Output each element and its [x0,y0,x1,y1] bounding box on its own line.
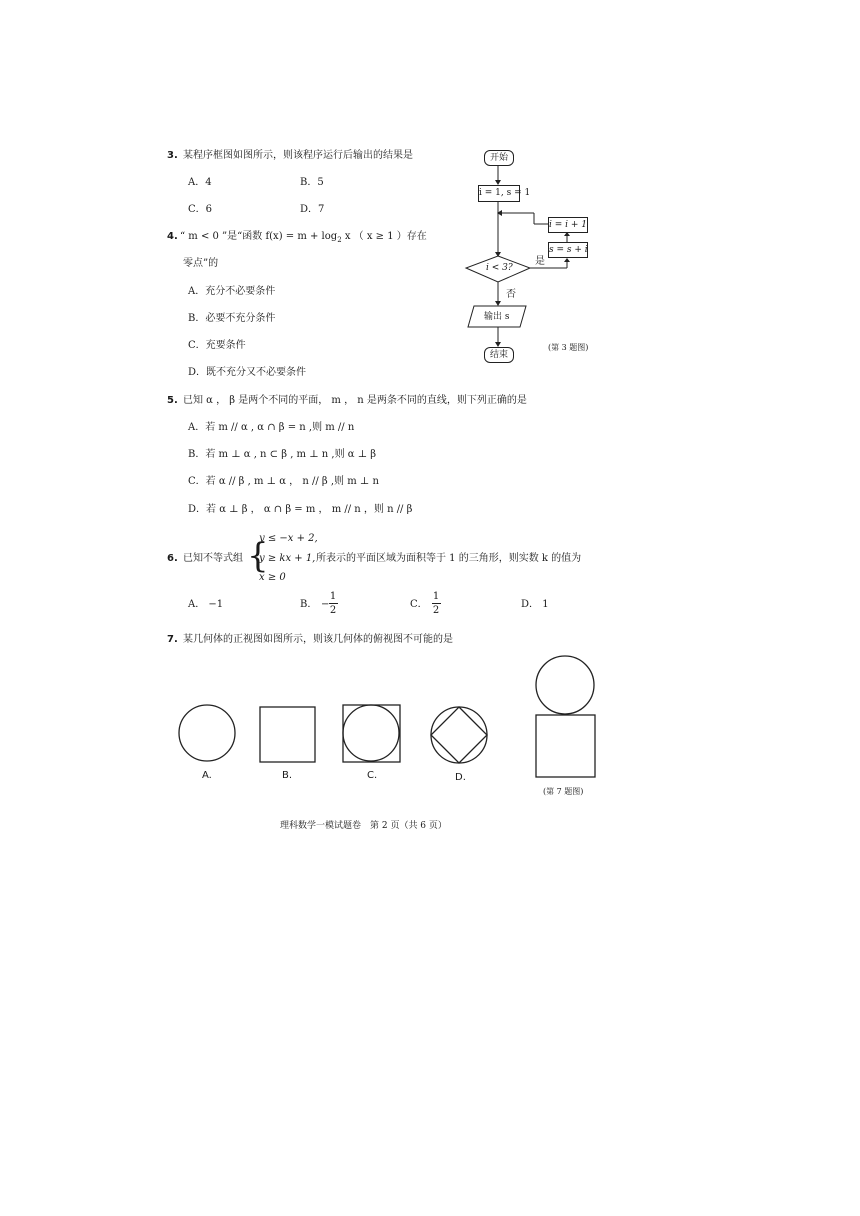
option-c-inscribed-circle [343,705,399,761]
q6-inequality-2: y ≥ kx + 1, [259,553,316,564]
q6-system-brace: { [247,536,269,576]
q6-inequality-1: y ≤ −x + 2, [259,533,318,544]
q4-stem-part1: “ m < 0 ”是“函数 f(x) = m + log [180,231,338,242]
q6-tail: 所表示的平面区域为面积等于 1 的三角形，则实数 k 的值为 [316,553,582,564]
q6-option-c-denominator: 2 [432,605,440,616]
flowchart-update-s: s = s + i [548,242,588,258]
q4-option-b: B．必要不充分条件 [188,313,276,324]
q3-number: 3. [167,150,178,161]
flowchart-no-label: 否 [506,289,516,300]
q5-option-d: D．若 α ⊥ β ， α ∩ β = m ， m // n ，则 n // β [188,504,413,515]
q7-caption: (第 7 题图) [543,787,584,796]
q7-label-b: B. [282,770,293,781]
option-a-circle [179,705,235,761]
q3-stem: 某程序框图如图所示，则该程序运行后输出的结果是 [183,150,413,161]
option-b-square [260,707,315,762]
q5-option-c: C．若 α // β , m ⊥ α ， n // β ,则 m ⊥ n [188,476,379,487]
q7-label-c: C. [367,770,378,781]
q4-option-c: C．充要条件 [188,340,246,351]
q3-option-c: C．6 [188,204,213,215]
q5-option-b: B．若 m ⊥ α , n ⊂ β , m ⊥ n ,则 α ⊥ β [188,449,377,460]
q6-option-b-label: B． [300,599,318,610]
q6-option-a: A． −1 [188,599,224,610]
q4-option-d: D．既不充分又不必要条件 [188,367,307,378]
flowchart-increment-i: i = i + 1 [548,217,588,233]
flowchart-condition: i < 3? [486,263,513,273]
q6-option-c-numerator: 1 [432,591,440,602]
flowchart-output: 输出 s [484,312,510,322]
q7-label-a: A. [202,770,212,781]
q4-log-base: 2 [337,236,342,244]
q5-stem: 已知 α ， β 是两个不同的平面， m ， n 是两条不同的直线，则下列正确的是 [183,395,527,406]
front-view-circle [536,656,594,714]
q5-number: 5. [167,395,178,406]
q4-stem-line2: 零点”的 [183,258,219,269]
flowchart-caption: (第 3 题图) [548,343,589,352]
front-view-rectangle [536,715,595,777]
q6-option-b-denominator: 2 [329,605,337,616]
q7-figures [0,640,860,810]
q7-label-d: D. [455,772,466,783]
q6-option-b-sign: − [321,599,330,610]
q6-lead: 已知不等式组 [183,553,243,564]
q6-option-c-fraction [430,591,442,616]
q4-number: 4. [167,231,178,242]
q3-option-a: A．4 [188,177,212,188]
flowchart-start: 开始 [484,150,514,166]
q4-option-a: A．充分不必要条件 [188,286,276,297]
q4-stem-line1 [180,231,427,246]
q6-inequality-3: x ≥ 0 [259,572,286,583]
flowchart-end: 结束 [484,347,514,363]
flowchart-init: i = 1, s = 1 [478,185,520,202]
q6-number: 6. [167,553,178,564]
q6-option-c-label: C． [410,599,428,610]
flowchart-connectors [0,0,860,400]
q3-option-d: D．7 [300,204,325,215]
q5-option-a: A．若 m // α , α ∩ β = n ,则 m // n [188,422,355,433]
q7-number: 7. [167,634,178,645]
q6-option-d: D． 1 [521,599,549,610]
fraction-bar [432,603,441,604]
flowchart-yes-label: 是 [535,256,545,267]
q7-stem: 某几何体的正视图如图所示，则该几何体的俯视图不可能的是 [183,634,453,645]
q3-option-b: B．5 [300,177,324,188]
page-footer: 理科数学一模试题卷 第 2 页（共 6 页） [280,821,447,831]
fraction-bar [329,603,338,604]
q6-option-b-fraction [327,591,339,616]
q4-stem-part2: x （ x ≥ 1 ）存在 [341,231,427,242]
q6-option-b-numerator: 1 [329,591,337,602]
option-d-circle [431,707,487,763]
